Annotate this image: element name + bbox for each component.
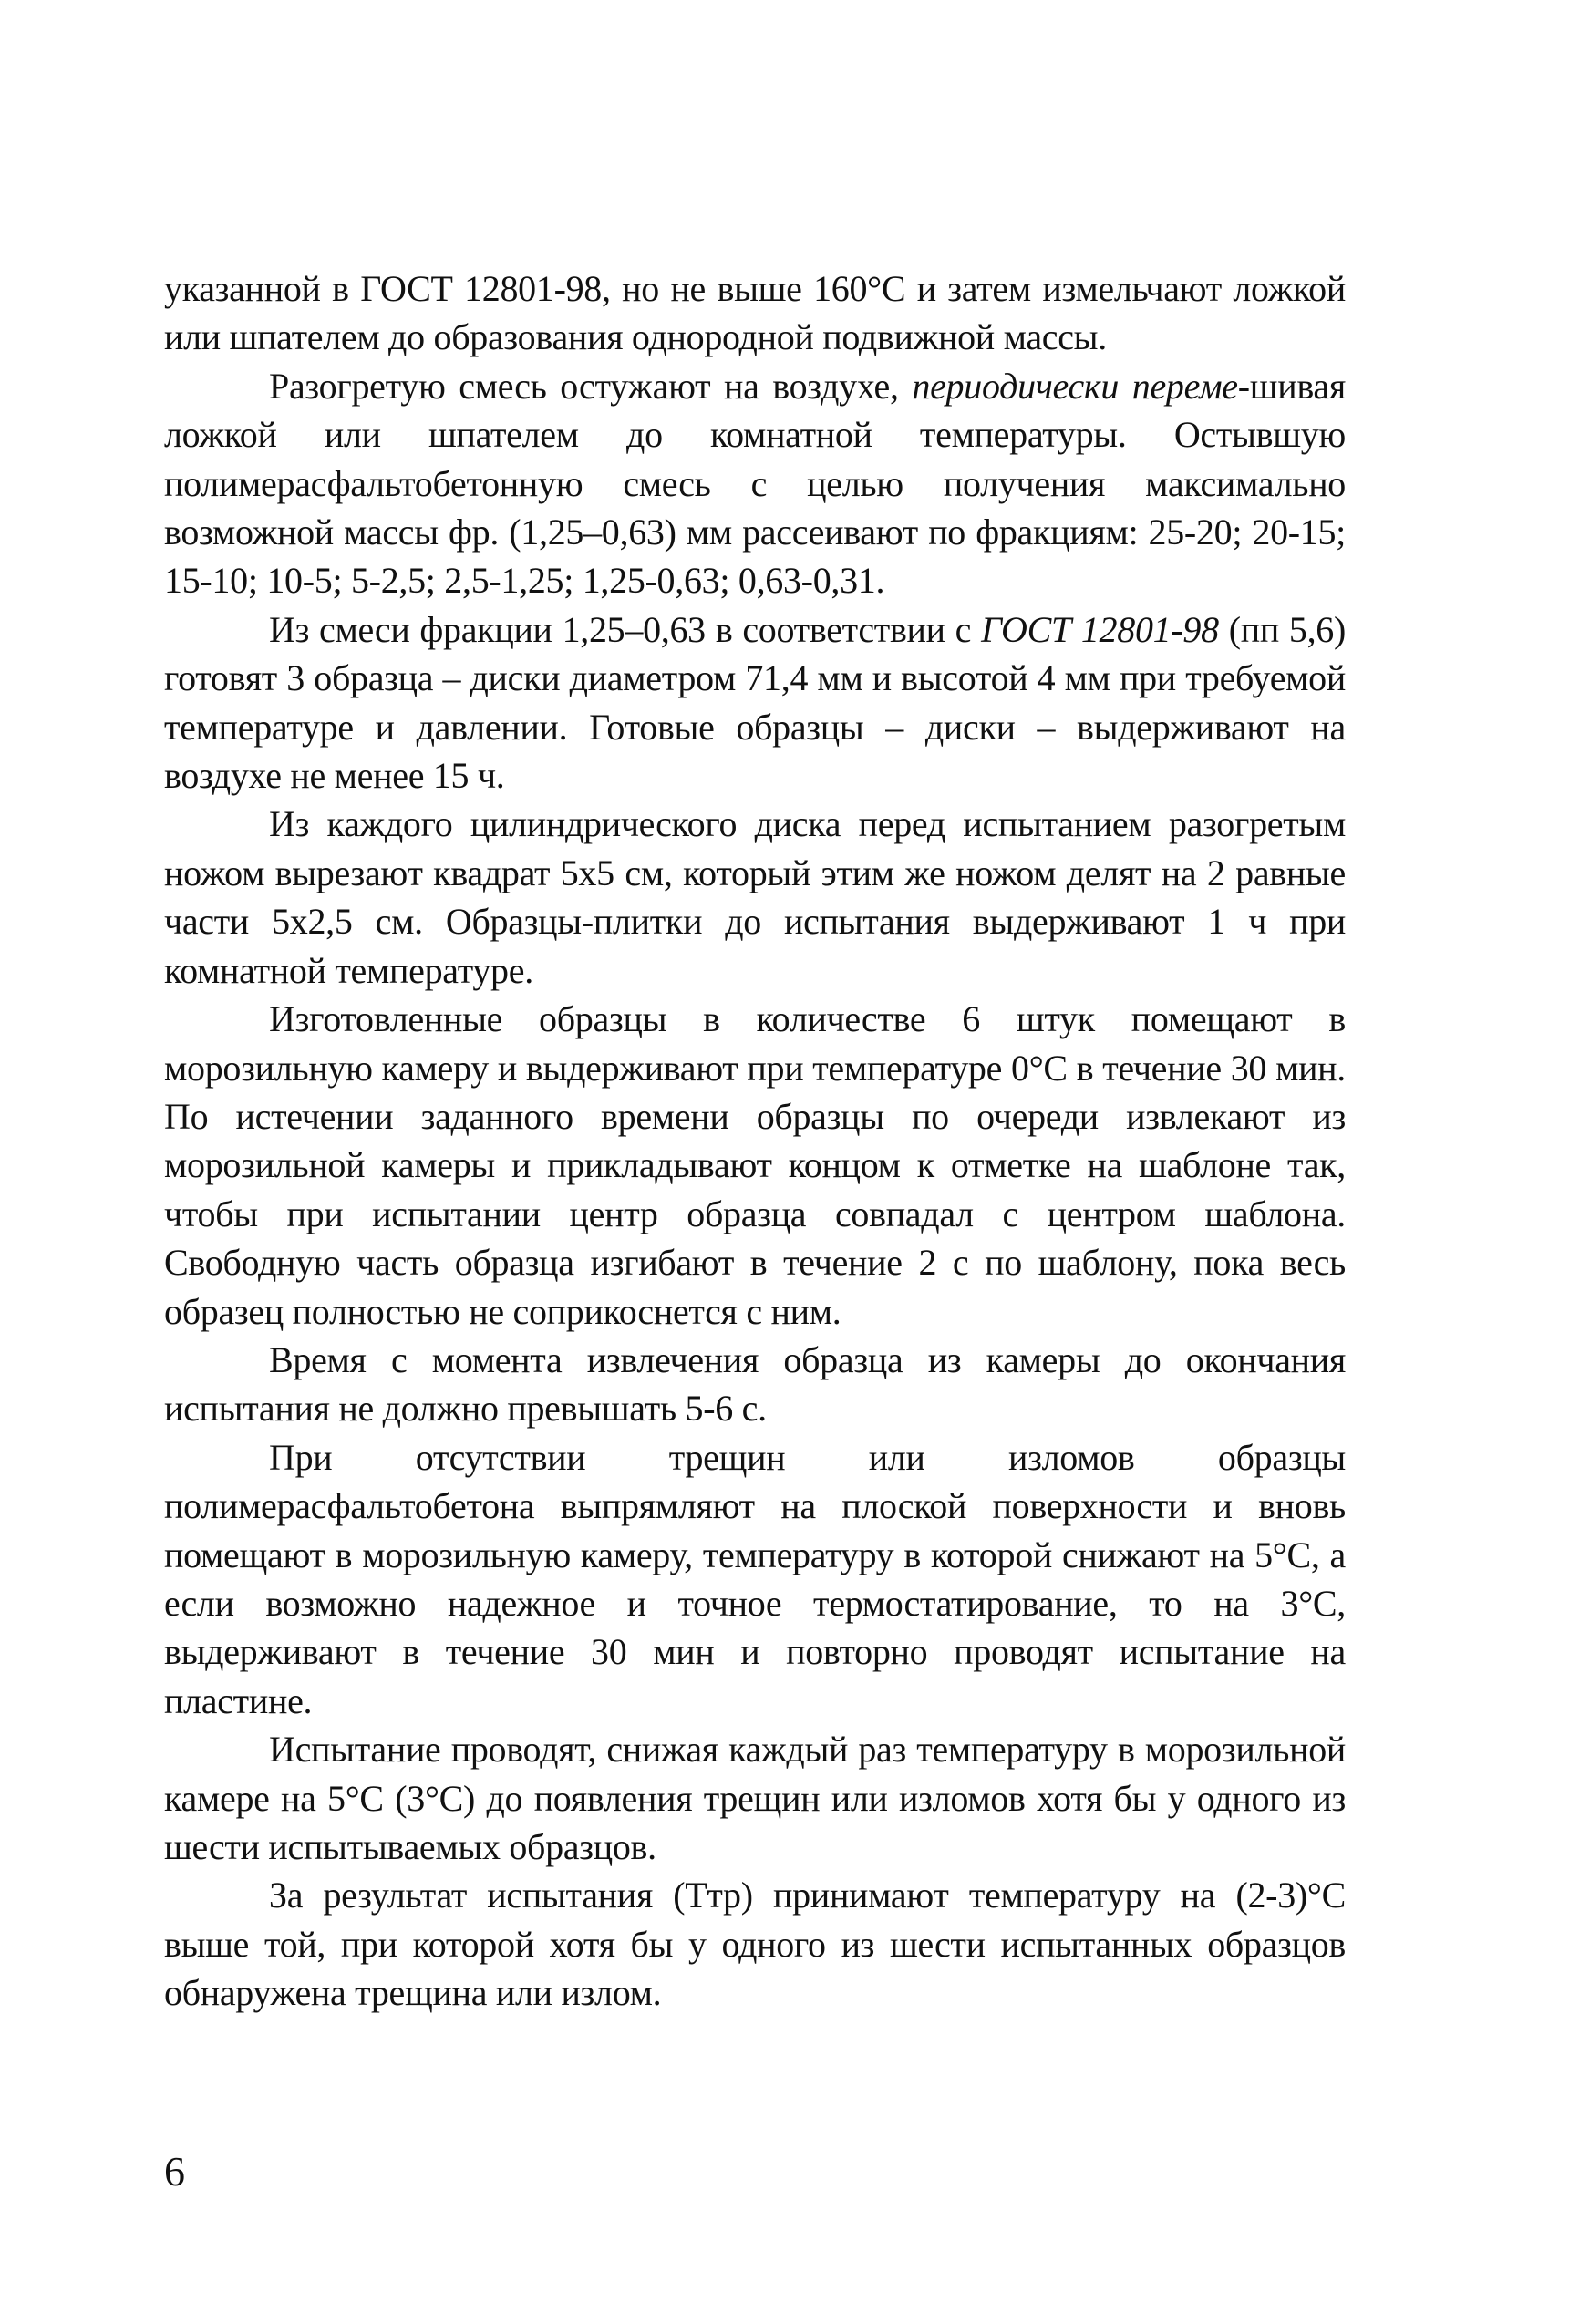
paragraph-5: Изготовленные образцы в количестве 6 штук помещают в морозильную камеру и выдерживают при температуре 0°С в течение 30 мин. По истечении заданного времени образцы по очереди извлекают из морозильной камеры и прикладывают концом к отметке на шаблоне так, чтобы при испытании центр образца совпадал с центром шаблона. Свободную часть образца изгибают в течение 2 с по шаблону, пока весь образец полностью не соприкоснется с ним. (164, 998, 1346, 1332)
page-body (164, 264, 1346, 2018)
paragraph-2-italic: периодически переме- (912, 365, 1250, 407)
paragraph-3-start: Из смеси фракции 1,25–0,63 в соответствии с (269, 608, 982, 650)
paragraph-3-italic: ГОСТ 12801-98 (981, 608, 1219, 650)
paragraph-3 (164, 605, 1346, 800)
page-number: 6 (164, 2148, 185, 2195)
paragraph-4: Из каждого цилиндрического диска перед испытанием разогретым ножом вырезают квадрат 5х5 см, который этим же ножом делят на 2 равные части 5х2,5 см. Образцы-плитки до испытания выдерживают 1 ч при комнатной температуре. (164, 803, 1346, 991)
paragraph-7: При отсутствии трещин или изломов образцы полимерасфальтобетона выпрямляют на плоской поверхности и вновь помещают в морозильную камеру, температуру в которой снижают на 5°С, а если возможно надежное и точное термостатирование, то на 3°С, выдерживают в течение 30 мин и повторно проводят испытание на пластине. (164, 1436, 1346, 1721)
paragraph-2 (164, 362, 1346, 605)
paragraph-6: Время с момента извлечения образца из камеры до окончания испытания не должно превышать 5-6 с. (164, 1338, 1346, 1430)
paragraph-2-rest: шивая ложкой или шпателем до комнатной температуры. Остывшую полимерасфальтобетонную смесь с целью получения максимально возможной массы фр. (1,25–0,63) мм рассеивают по фракциям: 25-20; 20-15; 15-10; 10-5; 5-2,5; 2,5-1,25; 1,25-0,63; 0,63-0,31. (164, 365, 1346, 602)
paragraph-9: За результат испытания (Ттр) принимают температуру на (2-3)°С выше той, при которой хотя бы у одного из шести испытанных образцов обнаружена трещина или излом. (164, 1875, 1346, 2014)
paragraph-1: указанной в ГОСТ 12801-98, но не выше 160°С и затем измельчают ложкой или шпателем до образования однородной подвижной массы. (164, 268, 1346, 358)
paragraph-3-rest: (пп 5,6) готовят 3 образца – диски диаметром 71,4 мм и высотой 4 мм при требуемой температуре и давлении. Готовые образцы – диски – выдерживают на воздухе не менее 15 ч. (164, 608, 1346, 797)
paragraph-8: Испытание проводят, снижая каждый раз температуру в морозильной камере на 5°С (3°С) до появления трещин или изломов хотя бы у одного из шести испытываемых образцов. (164, 1729, 1346, 1867)
paragraph-2-start: Разогретую смесь остужают на воздухе, (269, 365, 913, 407)
